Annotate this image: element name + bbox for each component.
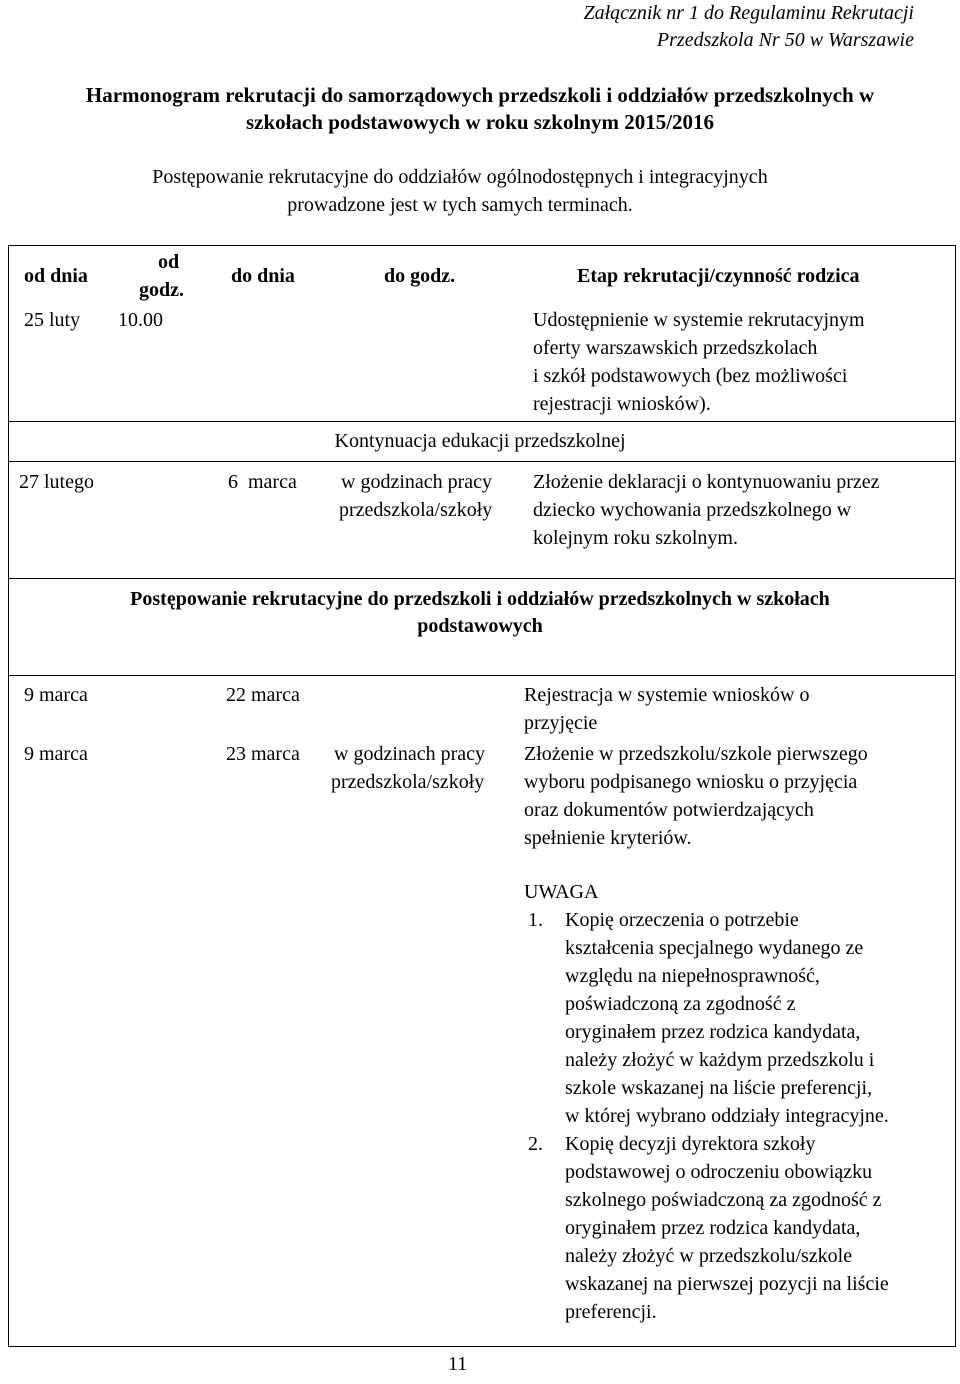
section2-heading-line1: Postępowanie rekrutacyjne do przedszkoli i oddziałów przedszkolnych w szkołach — [130, 588, 830, 610]
uwaga-item-2-line4: oryginałem przez rodzica kandydata, — [565, 1217, 861, 1239]
row1-od-dnia: 25 luty — [24, 309, 81, 331]
table2-left-border — [8, 578, 9, 1347]
row2-od-dnia: 27 lutego — [19, 471, 94, 493]
table1-top-border — [8, 245, 956, 246]
uwaga-item-2-line5: należy złożyć w przedszkolu/szkole — [565, 1245, 853, 1267]
attachment-header-line1: Załącznik nr 1 do Regulaminu Rekrutacji — [583, 2, 914, 24]
intro-line2: prowadzone jest w tych samych terminach. — [287, 194, 633, 216]
t2-row2-godz-line2: przedszkola/szkoły — [331, 771, 485, 793]
table1-left-border — [8, 245, 9, 579]
t2-row1-etap-line1: Rejestracja w systemie wniosków o — [524, 684, 810, 706]
uwaga-label: UWAGA — [524, 881, 599, 903]
row1-od-godz: 10.00 — [118, 309, 163, 331]
header-etap: Etap rekrutacji/czynność rodzica — [577, 265, 860, 287]
attachment-header-line2: Przedszkola Nr 50 w Warszawie — [656, 29, 914, 51]
t2-row1-do-dnia: 22 marca — [226, 684, 300, 706]
uwaga-item-2-number: 2. — [528, 1133, 543, 1155]
uwaga-item-1-number: 1. — [528, 909, 543, 931]
uwaga-item-1-line5: oryginałem przez rodzica kandydata, — [565, 1021, 861, 1043]
header-do-godz: do godz. — [384, 265, 456, 287]
header-od-godz-line1: od — [158, 251, 180, 273]
page-number: 11 — [448, 1353, 468, 1375]
row2-etap-line1: Złożenie deklaracji o kontynuowaniu przez — [533, 471, 880, 493]
table1-bottom-border — [8, 578, 956, 579]
uwaga-item-1-line1: Kopię orzeczenia o potrzebie — [565, 909, 799, 931]
t2-row1-od-dnia: 9 marca — [24, 684, 88, 706]
row2-etap-line2: dziecko wychowania przedszkolnego w — [533, 499, 852, 521]
table2-top-border — [8, 675, 956, 676]
uwaga-item-2-line3: szkolnego poświadczoną za zgodność z — [565, 1189, 882, 1211]
header-od-godz-line2: godz. — [139, 279, 184, 301]
section2-heading-line2: podstawowych — [417, 615, 543, 637]
section-kontynuacja: Kontynuacja edukacji przedszkolnej — [334, 430, 626, 452]
t2-row2-etap-line1: Złożenie w przedszkolu/szkole pierwszego — [524, 743, 868, 765]
row2-godz-line1: w godzinach pracy — [341, 471, 493, 493]
t2-row2-etap-line4: spełnienie kryteriów. — [524, 827, 692, 849]
document-title-line2: szkołach podstawowych w roku szkolnym 2015/2016 — [245, 110, 715, 134]
table2-bottom-border — [8, 1346, 956, 1347]
table1-section-top-border — [8, 421, 956, 422]
t2-row2-godz-line1: w godzinach pracy — [334, 743, 486, 765]
t2-row2-etap-line3: oraz dokumentów potwierdzających — [524, 799, 814, 821]
row2-godz-line2: przedszkola/szkoły — [339, 499, 493, 521]
row1-etap-line1: Udostępnienie w systemie rekrutacyjnym — [533, 309, 865, 331]
uwaga-item-2-line1: Kopię decyzji dyrektora szkoły — [565, 1133, 816, 1155]
t2-row2-etap-line2: wyboru podpisanego wniosku o przyjęcia — [524, 771, 858, 793]
intro-line1: Postępowanie rekrutacyjne do oddziałów ogólnodostępnych i integracyjnych — [152, 166, 768, 188]
document-title-line1: Harmonogram rekrutacji do samorządowych przedszkoli i oddziałów przedszkolnych w — [85, 83, 875, 107]
uwaga-item-2-line7: preferencji. — [565, 1301, 657, 1323]
row1-etap-line4: rejestracji wniosków). — [533, 393, 711, 415]
uwaga-item-1-line8: w której wybrano oddziały integracyjne. — [565, 1105, 889, 1127]
uwaga-item-2-line6: wskazanej na pierwszej pozycji na liście — [565, 1273, 889, 1295]
t2-row2-od-dnia: 9 marca — [24, 743, 88, 765]
row2-etap-line3: kolejnym roku szkolnym. — [533, 527, 738, 549]
row2-do-dnia: 6 marca — [228, 471, 297, 493]
uwaga-item-1-line3: względu na niepełnosprawność, — [565, 965, 820, 987]
row1-etap-line2: oferty warszawskich przedszkolach — [533, 337, 818, 359]
uwaga-item-1-line4: poświadczoną za zgodność z — [565, 993, 796, 1015]
t2-row1-etap-line2: przyjęcie — [524, 712, 598, 734]
uwaga-item-1-line7: szkole wskazanej na liście preferencji, — [565, 1077, 873, 1099]
uwaga-item-1-line2: kształcenia specjalnego wydanego ze — [565, 937, 864, 959]
table2-right-border — [955, 578, 956, 1347]
table1-right-border — [955, 245, 956, 579]
t2-row2-do-dnia: 23 marca — [226, 743, 300, 765]
uwaga-item-1-line6: należy złożyć w każdym przedszkolu i — [565, 1049, 875, 1071]
table1-section-bottom-border — [8, 461, 956, 462]
uwaga-item-2-line2: podstawowej o odroczeniu obowiązku — [565, 1161, 873, 1183]
header-od-dnia: od dnia — [24, 265, 88, 287]
row1-etap-line3: i szkół podstawowych (bez możliwości — [533, 365, 848, 387]
header-do-dnia: do dnia — [231, 265, 295, 287]
